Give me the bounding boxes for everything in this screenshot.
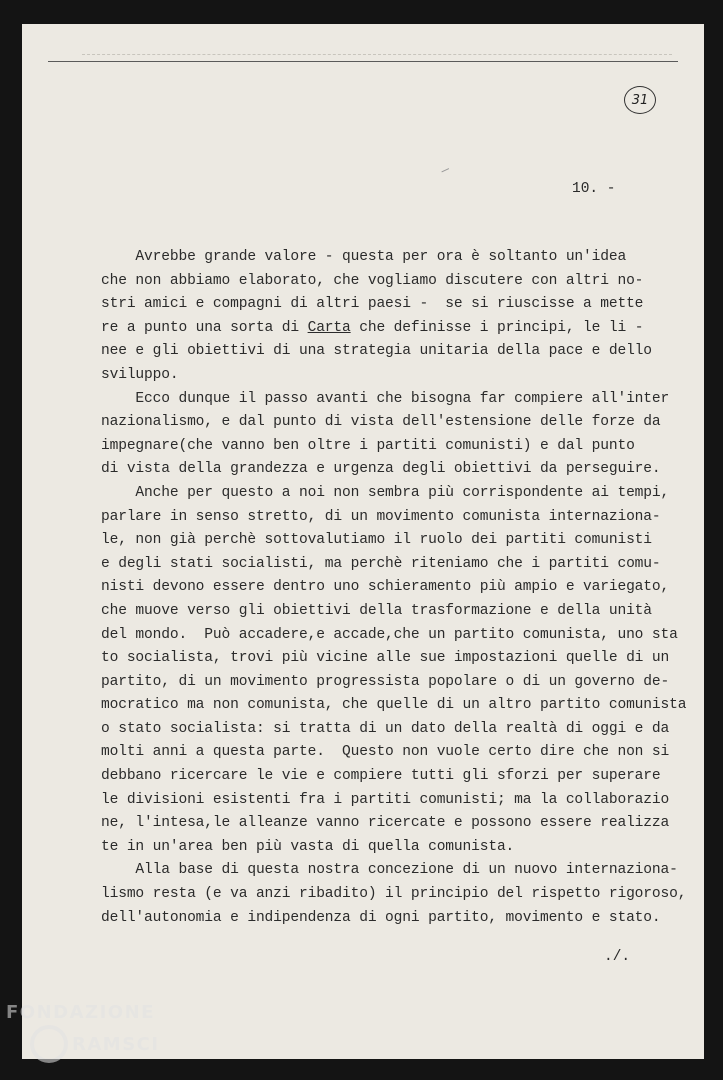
- text-line: e degli stati socialisti, ma perchè riteniamo che i partiti comu-: [101, 555, 661, 572]
- text-line: te in un'area ben più vasta di quella comunista.: [101, 838, 515, 855]
- document-page: [22, 24, 704, 1059]
- pencil-mark: [439, 163, 449, 173]
- watermark-line2: RAMSCI: [72, 1033, 160, 1055]
- text-line: stri amici e compagni di altri paesi - se si riuscisse a mette: [101, 296, 644, 313]
- text-line: sviluppo.: [101, 366, 179, 383]
- text-line: lismo resta (e va anzi ribadito) il principio del rispetto rigoroso,: [101, 886, 687, 903]
- text-line: nazionalismo, e dal punto di vista dell'estensione delle forze da: [101, 414, 661, 431]
- top-rule: [48, 61, 678, 62]
- text-line: to socialista, trovi più vicine alle sue impostazioni quelle di un: [101, 650, 670, 667]
- text-line: o stato socialista: si tratta di un dato della realtà di oggi e da: [101, 720, 670, 737]
- text-line: impegnare(che vanno ben oltre i partiti comunisti) e dal punto: [101, 437, 635, 454]
- text-line: che muove verso gli obiettivi della trasformazione e della unità: [101, 602, 652, 619]
- watermark-line1: FONDAZIONE: [6, 1002, 155, 1023]
- text-line: debbano ricercare le vie e compiere tutti gli sforzi per superare: [101, 768, 661, 785]
- text-line: nisti devono essere dentro uno schieramento più ampio e variegato,: [101, 579, 670, 596]
- continued-mark: ./.: [604, 949, 631, 965]
- watermark-line2-row: [6, 1025, 186, 1063]
- text-line: mocratico ma non comunista, che quelle di un altro partito comunista: [101, 697, 687, 714]
- text-line: parlare in senso stretto, di un movimento comunista internaziona-: [101, 508, 661, 525]
- text-line: dell'autonomia e indipendenza di ogni partito, movimento e stato.: [101, 909, 661, 926]
- text-line: re a punto una sorta di Carta che definisse i principi, le li -: [101, 319, 644, 336]
- archive-number-stamp: 31: [624, 86, 656, 114]
- fondazione-gramsci-watermark: [6, 1002, 186, 1063]
- text-line: le, non già perchè sottovalutiamo il ruolo dei partiti comunisti: [101, 532, 652, 549]
- underlined-word: Carta: [307, 319, 351, 336]
- text-line: Avrebbe grande valore - questa per ora è soltanto un'idea: [101, 249, 627, 265]
- text-line: del mondo. Può accadere,e accade,che un partito comunista, uno sta: [101, 626, 678, 643]
- text-line: che non abbiamo elaborato, che vogliamo discutere con altri no-: [101, 272, 644, 289]
- text-line: le divisioni esistenti fra i partiti comunisti; ma la collaborazio: [101, 791, 670, 808]
- text-line: molti anni a questa parte. Questo non vuole certo dire che non si: [101, 744, 670, 761]
- text-line: nee e gli obiettivi di una strategia unitaria della pace e dello: [101, 343, 652, 360]
- text-line: Anche per questo a noi non sembra più corrispondente ai tempi,: [101, 484, 670, 501]
- watermark-g-logo-icon: [30, 1025, 68, 1063]
- page-number: 10. -: [572, 181, 616, 197]
- text-line: partito, di un movimento progressista popolare o di un governo de-: [101, 673, 670, 690]
- top-faint-rule: [82, 54, 672, 55]
- text-line: ne, l'intesa,le alleanze vanno ricercate e possono essere realizza: [101, 815, 670, 832]
- text-line: Ecco dunque il passo avanti che bisogna far compiere all'inter: [101, 390, 670, 407]
- text-line: di vista della grandezza e urgenza degli obiettivi da perseguire.: [101, 461, 661, 478]
- text-line: Alla base di questa nostra concezione di un nuovo internaziona-: [101, 862, 678, 879]
- typewritten-body: [101, 246, 701, 930]
